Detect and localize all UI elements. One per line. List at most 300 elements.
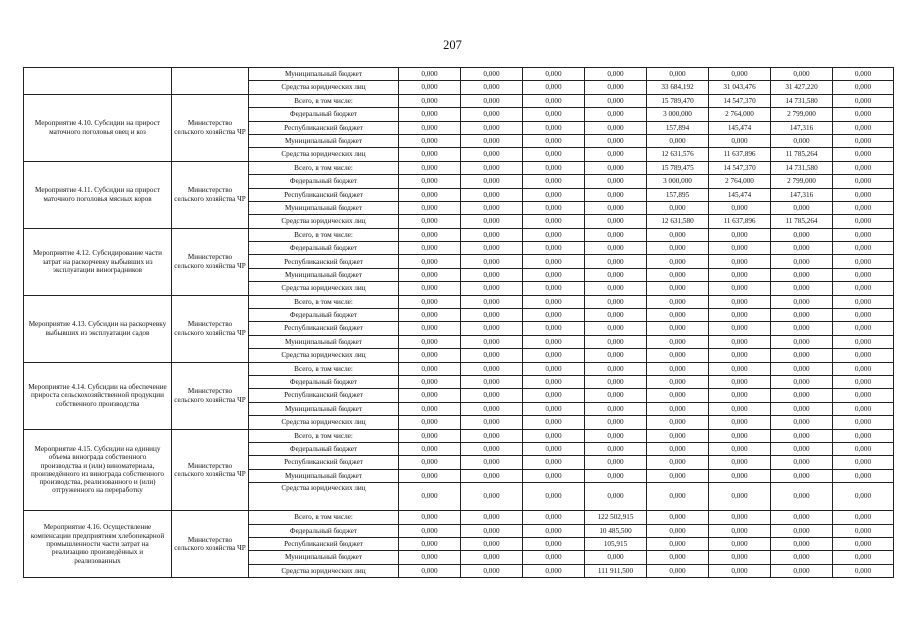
value-cell: 0,000	[771, 389, 833, 402]
value-cell: 0,000	[647, 68, 709, 81]
value-cell: 0,000	[461, 161, 523, 174]
value-cell: 0,000	[771, 429, 833, 442]
value-cell: 0,000	[523, 537, 585, 550]
value-cell: 0,000	[709, 524, 771, 537]
value-cell: 0,000	[461, 134, 523, 147]
funding-source-cell: Всего, в том числе:	[249, 362, 399, 375]
value-cell: 0,000	[399, 188, 461, 201]
value-cell: 0,000	[399, 282, 461, 295]
value-cell: 0,000	[523, 161, 585, 174]
value-cell: 0,000	[585, 416, 647, 429]
value-cell: 0,000	[585, 94, 647, 107]
value-cell: 0,000	[461, 242, 523, 255]
value-cell: 0,000	[647, 442, 709, 455]
value-cell: 0,000	[833, 335, 894, 348]
value-cell: 0,000	[523, 309, 585, 322]
value-cell: 0,000	[833, 375, 894, 388]
funding-source-cell: Муниципальный бюджет	[249, 402, 399, 415]
page-number: 207	[443, 38, 462, 52]
activity-title-cell: Мероприятие 4.11. Субсидии на прирост маточного поголовья мясных коров	[24, 161, 172, 228]
value-cell: 0,000	[461, 201, 523, 214]
activity-title-cell: Мероприятие 4.12. Субсидирование части затрат на раскорчевку выбывших из эксплуатации виноградников	[24, 228, 172, 295]
value-cell: 0,000	[833, 349, 894, 362]
value-cell: 0,000	[833, 121, 894, 134]
value-cell: 0,000	[585, 268, 647, 281]
funding-source-cell: Всего, в том числе:	[249, 161, 399, 174]
value-cell: 0,000	[833, 511, 894, 524]
ministry-cell: Министерство сельского хозяйства ЧР	[172, 295, 249, 362]
value-cell: 0,000	[709, 295, 771, 308]
value-cell: 0,000	[833, 309, 894, 322]
value-cell: 0,000	[461, 282, 523, 295]
value-cell: 0,000	[771, 456, 833, 469]
value-cell: 0,000	[647, 551, 709, 564]
value-cell: 0,000	[833, 134, 894, 147]
ministry-cell: Министерство сельского хозяйства ЧР	[172, 228, 249, 295]
value-cell: 0,000	[461, 511, 523, 524]
value-cell: 0,000	[399, 537, 461, 550]
value-cell: 0,000	[399, 148, 461, 161]
value-cell: 31 043,476	[709, 81, 771, 94]
activity-title-cell: Мероприятие 4.14. Субсидии на обеспечение прироста сельскохозяйственной продукции собственного производства	[24, 362, 172, 429]
value-cell: 0,000	[709, 282, 771, 295]
funding-source-cell: Муниципальный бюджет	[249, 551, 399, 564]
value-cell: 0,000	[585, 282, 647, 295]
value-cell: 0,000	[461, 188, 523, 201]
value-cell: 0,000	[771, 309, 833, 322]
value-cell: 0,000	[461, 215, 523, 228]
value-cell: 0,000	[399, 134, 461, 147]
value-cell: 0,000	[771, 362, 833, 375]
value-cell: 0,000	[523, 375, 585, 388]
value-cell: 0,000	[399, 121, 461, 134]
value-cell: 11 637,896	[709, 215, 771, 228]
value-cell: 0,000	[523, 402, 585, 415]
value-cell: 0,000	[585, 134, 647, 147]
table-row	[24, 295, 894, 308]
value-cell: 0,000	[647, 201, 709, 214]
value-cell: 0,000	[585, 349, 647, 362]
funding-source-cell: Средства юридических лиц	[249, 148, 399, 161]
value-cell: 2 799,000	[771, 108, 833, 121]
value-cell: 0,000	[399, 242, 461, 255]
value-cell: 0,000	[399, 551, 461, 564]
value-cell: 12 631,576	[647, 148, 709, 161]
value-cell: 0,000	[461, 402, 523, 415]
value-cell: 0,000	[833, 295, 894, 308]
funding-source-cell: Средства юридических лиц	[249, 564, 399, 577]
value-cell: 0,000	[833, 402, 894, 415]
value-cell: 0,000	[523, 215, 585, 228]
value-cell: 0,000	[647, 228, 709, 241]
value-cell: 147,316	[771, 188, 833, 201]
value-cell: 157,895	[647, 188, 709, 201]
activity-title-cell: Мероприятие 4.16. Осуществление компенсации предприятиям хлебопекарной промышленности части затрат на реализацию произведённых и реализованных	[24, 511, 172, 578]
value-cell: 0,000	[585, 456, 647, 469]
value-cell: 0,000	[585, 335, 647, 348]
value-cell: 0,000	[585, 81, 647, 94]
value-cell: 0,000	[461, 483, 523, 511]
value-cell: 0,000	[399, 524, 461, 537]
value-cell: 0,000	[523, 295, 585, 308]
value-cell: 0,000	[585, 215, 647, 228]
value-cell: 0,000	[647, 416, 709, 429]
value-cell: 0,000	[399, 375, 461, 388]
value-cell: 0,000	[771, 537, 833, 550]
value-cell: 0,000	[709, 551, 771, 564]
value-cell: 0,000	[833, 524, 894, 537]
value-cell: 0,000	[461, 81, 523, 94]
value-cell: 0,000	[399, 108, 461, 121]
value-cell: 0,000	[399, 215, 461, 228]
value-cell: 0,000	[399, 389, 461, 402]
funding-source-cell: Республиканский бюджет	[249, 389, 399, 402]
funding-source-cell: Муниципальный бюджет	[249, 268, 399, 281]
value-cell: 0,000	[523, 564, 585, 577]
value-cell: 0,000	[771, 402, 833, 415]
value-cell: 0,000	[585, 389, 647, 402]
value-cell: 0,000	[523, 255, 585, 268]
value-cell: 0,000	[833, 215, 894, 228]
activity-title-cell: Мероприятие 4.15. Субсидии на единицу объема винограда собственного производства и (или) виноматериала, произведённого из винограда собственного производства, реализованного и (или) отгруженного на переработку	[24, 429, 172, 511]
value-cell: 157,894	[647, 121, 709, 134]
value-cell: 0,000	[771, 295, 833, 308]
value-cell: 0,000	[523, 389, 585, 402]
value-cell: 0,000	[833, 389, 894, 402]
value-cell: 0,000	[523, 282, 585, 295]
funding-source-cell: Муниципальный бюджет	[249, 134, 399, 147]
value-cell: 0,000	[709, 483, 771, 511]
value-cell: 0,000	[585, 255, 647, 268]
value-cell: 0,000	[709, 134, 771, 147]
funding-source-cell: Федеральный бюджет	[249, 175, 399, 188]
value-cell: 0,000	[833, 362, 894, 375]
value-cell: 0,000	[833, 551, 894, 564]
funding-source-cell: Всего, в том числе:	[249, 511, 399, 524]
value-cell: 0,000	[461, 228, 523, 241]
value-cell: 0,000	[585, 161, 647, 174]
value-cell: 0,000	[833, 242, 894, 255]
value-cell: 0,000	[585, 551, 647, 564]
value-cell: 11 785,264	[771, 215, 833, 228]
value-cell: 0,000	[585, 68, 647, 81]
value-cell: 0,000	[461, 551, 523, 564]
value-cell: 0,000	[461, 295, 523, 308]
value-cell: 0,000	[771, 416, 833, 429]
value-cell: 0,000	[833, 442, 894, 455]
value-cell: 0,000	[399, 469, 461, 482]
value-cell: 0,000	[709, 309, 771, 322]
value-cell: 0,000	[647, 389, 709, 402]
value-cell: 2 764,000	[709, 175, 771, 188]
value-cell: 0,000	[833, 94, 894, 107]
value-cell: 0,000	[399, 228, 461, 241]
value-cell: 0,000	[585, 148, 647, 161]
value-cell: 0,000	[585, 442, 647, 455]
value-cell: 0,000	[399, 429, 461, 442]
value-cell: 0,000	[461, 416, 523, 429]
table-row	[24, 68, 894, 81]
activity-title-cell: Мероприятие 4.10. Субсидии на прирост маточного поголовья овец и коз	[24, 94, 172, 161]
funding-source-cell: Муниципальный бюджет	[249, 201, 399, 214]
value-cell: 0,000	[771, 255, 833, 268]
value-cell: 0,000	[647, 402, 709, 415]
value-cell: 0,000	[771, 442, 833, 455]
value-cell: 0,000	[709, 375, 771, 388]
value-cell: 0,000	[399, 68, 461, 81]
value-cell: 0,000	[523, 429, 585, 442]
funding-source-cell: Всего, в том числе:	[249, 94, 399, 107]
value-cell: 0,000	[461, 309, 523, 322]
value-cell: 0,000	[709, 402, 771, 415]
value-cell: 0,000	[647, 134, 709, 147]
value-cell: 0,000	[461, 456, 523, 469]
value-cell: 0,000	[647, 335, 709, 348]
value-cell: 0,000	[833, 429, 894, 442]
value-cell: 0,000	[461, 537, 523, 550]
value-cell: 0,000	[523, 188, 585, 201]
value-cell: 10 485,500	[585, 524, 647, 537]
value-cell: 0,000	[523, 268, 585, 281]
value-cell: 0,000	[585, 108, 647, 121]
value-cell: 0,000	[523, 511, 585, 524]
value-cell: 0,000	[523, 456, 585, 469]
value-cell: 0,000	[709, 442, 771, 455]
value-cell: 12 631,580	[647, 215, 709, 228]
funding-source-cell: Федеральный бюджет	[249, 375, 399, 388]
value-cell: 0,000	[461, 148, 523, 161]
funding-source-cell: Средства юридических лиц	[249, 483, 399, 511]
funding-source-cell: Республиканский бюджет	[249, 188, 399, 201]
value-cell: 0,000	[647, 456, 709, 469]
value-cell: 0,000	[523, 442, 585, 455]
value-cell: 0,000	[833, 268, 894, 281]
value-cell: 0,000	[709, 564, 771, 577]
value-cell: 0,000	[771, 524, 833, 537]
value-cell: 0,000	[709, 416, 771, 429]
funding-source-cell: Средства юридических лиц	[249, 349, 399, 362]
value-cell: 0,000	[647, 282, 709, 295]
value-cell: 0,000	[709, 268, 771, 281]
value-cell: 14 731,580	[771, 94, 833, 107]
value-cell: 0,000	[585, 201, 647, 214]
value-cell: 0,000	[771, 322, 833, 335]
value-cell: 0,000	[647, 375, 709, 388]
value-cell: 0,000	[523, 242, 585, 255]
value-cell: 0,000	[461, 68, 523, 81]
value-cell: 0,000	[833, 161, 894, 174]
value-cell: 0,000	[523, 228, 585, 241]
value-cell: 14 547,370	[709, 94, 771, 107]
value-cell: 0,000	[709, 201, 771, 214]
funding-source-cell: Средства юридических лиц	[249, 416, 399, 429]
ministry-cell: Министерство сельского хозяйства ЧР	[172, 362, 249, 429]
value-cell: 0,000	[523, 68, 585, 81]
value-cell: 0,000	[523, 175, 585, 188]
value-cell: 0,000	[461, 375, 523, 388]
value-cell: 0,000	[523, 349, 585, 362]
value-cell: 0,000	[833, 282, 894, 295]
value-cell: 0,000	[523, 201, 585, 214]
value-cell: 0,000	[523, 524, 585, 537]
value-cell: 0,000	[709, 362, 771, 375]
funding-source-cell: Федеральный бюджет	[249, 442, 399, 455]
value-cell: 0,000	[771, 335, 833, 348]
value-cell: 0,000	[647, 268, 709, 281]
funding-source-cell: Муниципальный бюджет	[249, 469, 399, 482]
value-cell: 0,000	[523, 94, 585, 107]
value-cell: 105,915	[585, 537, 647, 550]
value-cell: 0,000	[709, 349, 771, 362]
funding-source-cell: Всего, в том числе:	[249, 295, 399, 308]
value-cell: 0,000	[523, 121, 585, 134]
value-cell: 0,000	[833, 148, 894, 161]
value-cell: 0,000	[771, 469, 833, 482]
value-cell: 0,000	[771, 564, 833, 577]
value-cell: 0,000	[399, 335, 461, 348]
value-cell: 0,000	[647, 469, 709, 482]
table-row	[24, 362, 894, 375]
value-cell: 3 000,000	[647, 175, 709, 188]
value-cell: 0,000	[833, 108, 894, 121]
value-cell: 0,000	[771, 349, 833, 362]
value-cell: 0,000	[461, 524, 523, 537]
value-cell: 0,000	[647, 511, 709, 524]
value-cell: 0,000	[709, 511, 771, 524]
value-cell: 0,000	[833, 175, 894, 188]
table-row	[24, 228, 894, 241]
value-cell: 0,000	[461, 121, 523, 134]
value-cell: 0,000	[399, 81, 461, 94]
value-cell: 0,000	[833, 456, 894, 469]
value-cell: 0,000	[399, 402, 461, 415]
value-cell: 0,000	[523, 322, 585, 335]
table-row	[24, 94, 894, 107]
funding-source-cell: Республиканский бюджет	[249, 456, 399, 469]
value-cell: 0,000	[523, 483, 585, 511]
value-cell: 0,000	[399, 456, 461, 469]
ministry-cell: Министерство сельского хозяйства ЧР	[172, 511, 249, 578]
value-cell: 0,000	[647, 524, 709, 537]
value-cell: 0,000	[647, 242, 709, 255]
value-cell: 0,000	[399, 564, 461, 577]
value-cell: 0,000	[399, 94, 461, 107]
value-cell: 15 789,470	[647, 94, 709, 107]
value-cell: 0,000	[771, 375, 833, 388]
value-cell: 0,000	[399, 161, 461, 174]
value-cell: 0,000	[523, 551, 585, 564]
value-cell: 0,000	[461, 335, 523, 348]
value-cell: 0,000	[399, 322, 461, 335]
value-cell: 0,000	[399, 201, 461, 214]
value-cell: 145,474	[709, 188, 771, 201]
value-cell: 0,000	[461, 429, 523, 442]
activity-title-cell	[24, 68, 172, 95]
value-cell: 0,000	[771, 242, 833, 255]
funding-source-cell: Всего, в том числе:	[249, 228, 399, 241]
value-cell: 0,000	[461, 362, 523, 375]
value-cell: 14 731,580	[771, 161, 833, 174]
value-cell: 0,000	[399, 268, 461, 281]
value-cell: 0,000	[833, 201, 894, 214]
value-cell: 0,000	[709, 429, 771, 442]
value-cell: 0,000	[771, 201, 833, 214]
value-cell: 0,000	[709, 456, 771, 469]
value-cell: 0,000	[523, 335, 585, 348]
value-cell: 0,000	[399, 175, 461, 188]
value-cell: 0,000	[585, 362, 647, 375]
funding-source-cell: Средства юридических лиц	[249, 282, 399, 295]
value-cell: 0,000	[771, 511, 833, 524]
value-cell: 0,000	[709, 228, 771, 241]
funding-source-cell: Федеральный бюджет	[249, 108, 399, 121]
value-cell: 0,000	[585, 228, 647, 241]
value-cell: 0,000	[461, 175, 523, 188]
value-cell: 0,000	[709, 255, 771, 268]
value-cell: 0,000	[585, 429, 647, 442]
value-cell: 147,316	[771, 121, 833, 134]
value-cell: 0,000	[709, 335, 771, 348]
value-cell: 0,000	[771, 483, 833, 511]
funding-source-cell: Федеральный бюджет	[249, 242, 399, 255]
value-cell: 0,000	[399, 442, 461, 455]
value-cell: 33 684,192	[647, 81, 709, 94]
value-cell: 0,000	[585, 322, 647, 335]
value-cell: 0,000	[771, 134, 833, 147]
activity-title-cell: Мероприятие 4.13. Субсидии на раскорчевку выбывших из эксплуатации садов	[24, 295, 172, 362]
table-row	[24, 429, 894, 442]
value-cell: 0,000	[647, 362, 709, 375]
value-cell: 0,000	[833, 537, 894, 550]
value-cell: 0,000	[461, 268, 523, 281]
value-cell: 0,000	[523, 81, 585, 94]
value-cell: 0,000	[399, 511, 461, 524]
value-cell: 11 637,896	[709, 148, 771, 161]
value-cell: 0,000	[585, 309, 647, 322]
table-row	[24, 161, 894, 174]
value-cell: 0,000	[771, 268, 833, 281]
value-cell: 0,000	[833, 81, 894, 94]
value-cell: 145,474	[709, 121, 771, 134]
value-cell: 0,000	[833, 228, 894, 241]
funding-source-cell: Муниципальный бюджет	[249, 68, 399, 81]
value-cell: 0,000	[585, 375, 647, 388]
value-cell: 0,000	[585, 188, 647, 201]
value-cell: 0,000	[523, 148, 585, 161]
value-cell: 11 785,264	[771, 148, 833, 161]
value-cell: 122 502,915	[585, 511, 647, 524]
value-cell: 0,000	[647, 483, 709, 511]
value-cell: 0,000	[585, 242, 647, 255]
value-cell: 0,000	[709, 322, 771, 335]
value-cell: 0,000	[585, 121, 647, 134]
budget-table	[23, 67, 894, 578]
value-cell: 0,000	[647, 322, 709, 335]
table-row	[24, 511, 894, 524]
value-cell: 0,000	[399, 309, 461, 322]
value-cell: 0,000	[399, 362, 461, 375]
value-cell: 0,000	[461, 349, 523, 362]
value-cell: 0,000	[833, 188, 894, 201]
funding-source-cell: Федеральный бюджет	[249, 524, 399, 537]
value-cell: 0,000	[833, 255, 894, 268]
value-cell: 0,000	[833, 564, 894, 577]
funding-source-cell: Республиканский бюджет	[249, 121, 399, 134]
value-cell: 0,000	[647, 309, 709, 322]
value-cell: 0,000	[585, 469, 647, 482]
value-cell: 0,000	[461, 94, 523, 107]
value-cell: 0,000	[523, 108, 585, 121]
